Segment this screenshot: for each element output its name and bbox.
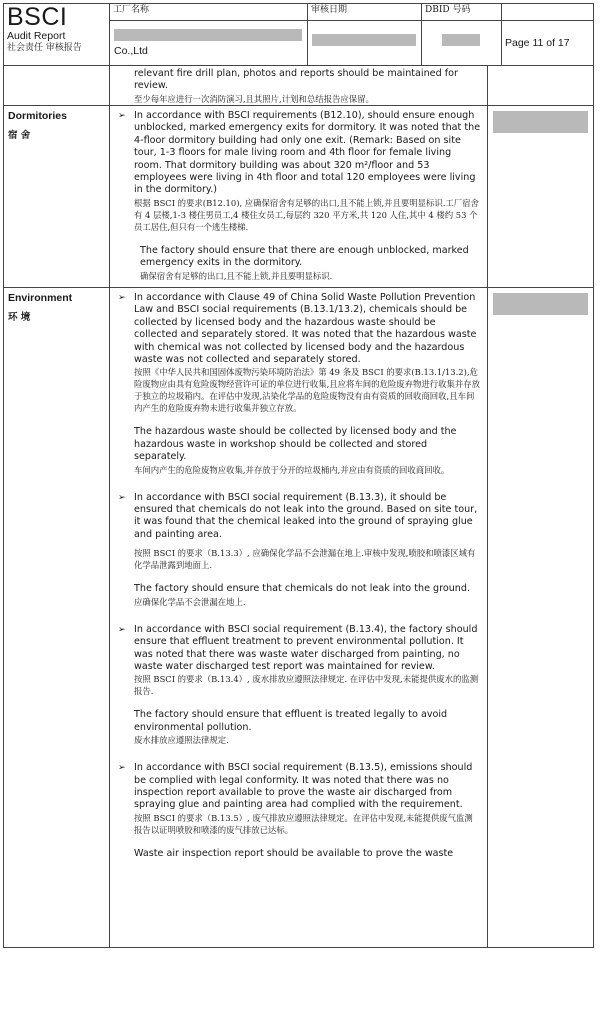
redacted-factory-name [114,29,302,41]
redacted-status [493,111,588,133]
report-header [3,3,594,66]
redacted-status [493,293,588,315]
environment-finding-cn: 按照 BSCI 的要求（B.13.3）, 应确保化学品不会泄漏在地上.审核中发现,喷胶和喷漆区域有化学品泄露到地面上. [134,548,476,571]
audit-date-label: 审核日期 [308,4,422,21]
environment-finding: In accordance with BSCI social requirement (B.13.3), it should be ensured that chemicals do not leak into the ground. Based on site tour, it was found that the chemical leaked into the ground of spraying glue and painting area. [134,491,478,540]
section-label-environment: Environment [8,292,73,304]
redacted-audit-date [312,34,416,46]
table-row [4,288,594,948]
page-number: Page 11 of 17 [502,21,594,66]
environment-correction: Waste air inspection report should be available to prove the waste [134,847,454,859]
dbid-label: DBID 号码 [422,4,502,21]
table-row [4,106,594,288]
environment-correction: The factory should ensure that chemicals do not leak into the ground. [134,583,471,595]
environment-correction-cn: 应确保化学品不会泄漏在地上. [134,596,246,607]
section-label-dormitories: Dormitories [8,110,67,122]
environment-correction-cn: 废水排放应遵照法律规定. [134,735,229,746]
factory-name-value: Co.,Ltd [114,45,148,57]
list-item [116,292,481,476]
table-row [4,66,594,106]
list-item [116,624,481,746]
arrow-bullet-icon: ➢ [118,492,126,503]
bsci-logo: BSCI [7,3,68,31]
environment-finding: In accordance with BSCI social requirement (B.13.4), the factory should ensure that effluent treatment to prevent environmental pollution. It was noted that there was waste water discharged from painting, no waste water discharged test report was maintained for review. [134,623,478,672]
continuation-text-cn: 至少每年应进行一次消防演习,且其照片,计划和总结报告应保留。 [134,93,374,104]
report-page [3,3,593,948]
arrow-bullet-icon: ➢ [118,624,126,635]
dormitory-correction-cn: 确保宿舍有足够的出口,且不能上锁,并且要明显标识. [140,270,333,281]
dormitory-finding-cn: 根据 BSCI 的要求(B12.10), 应确保宿舍有足够的出口,且不能上锁,并且要明显标识.工厂宿舍有 4 层楼,1-3 楼住男员工,4 楼住女员工,每层约 320 平方米,共 120 人住,其中 4 楼约 53 个员工居住,但只有一个逃生楼梯. [134,197,479,232]
dormitory-correction: The factory should ensure that there are enough unblocked, marked emergency exits in the dormitory. [140,244,469,269]
findings-table [3,65,594,948]
dormitory-finding: In accordance with BSCI requirements (B12.10), should ensure enough unblocked, marked emergency exits for dormitory. It was noted that the 4-floor dormitory building had only one exit. (Remark: Based on site tour, 1-3 floors for male living room and 4th floor for female living room. That dormitory building was about 320 m²/floor and 53 employees were living in 4th floor and total 120 employees were living in the dormitory.) [134,110,481,196]
environment-correction: The factory should ensure that effluent is treated legally to avoid environmental pollution. [134,709,448,733]
report-type-cn: 社会责任 审核报告 [7,43,82,53]
report-type: Audit Report [7,30,66,42]
list-item [116,762,481,860]
environment-correction: The hazardous waste should be collected by licensed body and the hazardous waste in workshop should be collected and stored separately. [134,426,457,463]
list-item [116,492,481,608]
section-label-dormitories-cn: 宿 舍 [8,130,31,141]
arrow-bullet-icon: ➢ [118,293,126,303]
redacted-dbid [442,34,480,46]
environment-finding: In accordance with BSCI social requirement (B.13.5), emissions should be complied with legal conformity. It was noted that there was no inspection report available to prove the waste air discharged from spraying glue and painting area had complied with the requirement. [134,762,473,811]
environment-finding-cn: 按照 BSCI 的要求（B.13.5）, 废气排放应遵照法律规定。在评估中发现,未能提供废气监测报告以证明喷胶和喷漆的废气排放已达标。 [134,812,473,835]
continuation-text: relevant fire drill plan, photos and reports should be maintained for review. [134,68,458,92]
environment-finding-cn: 按照 BSCI 的要求（B.13.4）, 废水排放应遵照法律规定. 在评估中发现,未能提供废水的监测报告. [134,674,479,697]
section-label-environment-cn: 环 境 [8,312,31,323]
environment-finding: In accordance with Clause 49 of China Solid Waste Pollution Prevention Law and BSCI social requirements (B.13.1/13.2), chemicals should be collected by licensed body and the hazardous waste should be collected and separately stored. It was noted that the hazardous waste with chemical was not collected by licensed body and the hazardous waste was not collected and separately stored. [134,292,477,366]
factory-name-label: 工厂名称 [110,4,308,21]
environment-correction-cn: 车间内产生的危险废物应收集,并存放于分开的垃圾桶内,并应由有资质的回收商回收。 [134,464,450,475]
environment-finding-cn: 按照《中华人民共和国固体废物污染环境防治法》第 49 条及 BSCI 的要求(B.13.1/13.2),危险废物应由具有危险废物经营许可证的单位进行收集,且应将车间的危险废弃物进行收集并存放于独立的垃圾箱内。在评估中发现,沾染化学品的危险废物没有由有资质的回收商回收,且车间内产生的危险废弃物未进行收集并独立存放。 [134,367,481,414]
arrow-bullet-icon: ➢ [118,111,126,121]
arrow-bullet-icon: ➢ [118,763,126,774]
